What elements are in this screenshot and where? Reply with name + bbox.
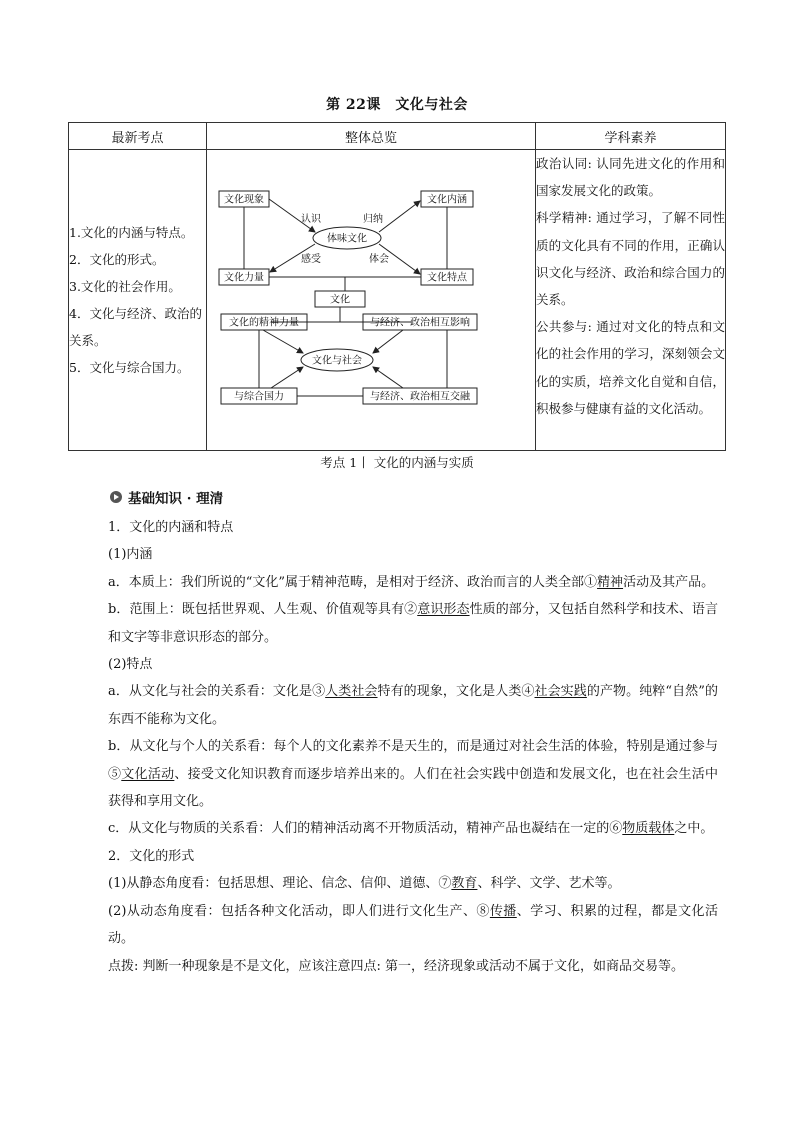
- header-overview: 整体总览: [207, 123, 536, 150]
- exam-point: 3.文化的社会作用。: [69, 279, 181, 294]
- exam-point: 4．文化与经济、政治的关系。: [69, 306, 202, 348]
- header-latest-points: 最新考点: [69, 123, 207, 150]
- heading-1: 1．文化的内涵和特点: [108, 520, 234, 535]
- label-experience: 体会: [369, 254, 389, 265]
- page-title: 第 22课 文化与社会: [326, 97, 468, 113]
- literacy-cell: [536, 150, 726, 451]
- answer-blank: 物质载体: [622, 821, 675, 837]
- label-connotation: 文化内涵: [427, 194, 467, 206]
- label-culture-society: 文化与社会: [312, 355, 362, 367]
- heading-1-1: (1)内涵: [108, 547, 153, 563]
- label-induce: 归纳: [363, 214, 383, 225]
- overview-diagram: [207, 150, 536, 450]
- answer-blank: 社会实践: [534, 684, 587, 700]
- label-blend: 与经济、政治相互交融: [370, 391, 470, 403]
- para-static: (1)从静态角度看：包括思想、理论、信念、信仰、道德、⑦教育、科学、文学、艺术等。: [108, 876, 621, 892]
- exam-point: 2．文化的形式。: [69, 252, 165, 267]
- para-scope: b．范围上：既包括世界观、人生观、价值观等具有②意识形态性质的部分，又包括自然科学和技术、语言和文字等非意识形态的部分。: [108, 602, 718, 645]
- section-heading: [110, 487, 223, 507]
- para-society: a．从文化与社会的关系看：文化是③人类社会特有的现象，文化是人类④社会实践的产物。纯粹“自然”的东西不能称为文化。: [108, 684, 718, 727]
- answer-blank: 传播: [489, 903, 517, 919]
- heading-1-2: (2)特点: [108, 657, 153, 673]
- body-text: [108, 514, 718, 980]
- literacy-public: 公共参与: 通过对文化的特点和文化的社会作用的学习，深刻领会文化的实质，培养文化自觉和自信，积极参与健康有益的文化活动。: [536, 319, 725, 416]
- label-interact: 与经济、政治相互影响: [370, 317, 470, 329]
- overview-diagram-cell: [207, 150, 536, 451]
- para-material: c．从文化与物质的关系看：人们的精神活动离不开物质活动，精神产品也凝结在一定的⑥物质载体之中。: [108, 821, 714, 837]
- literacy-science: 科学精神: 通过学习，了解不同性质的文化具有不同的作用，正确认识文化与经济、政治和综合国力的关系。: [536, 210, 725, 308]
- answer-blank: 文化活动: [121, 766, 175, 782]
- label-culture: 文化: [330, 294, 350, 306]
- label-power: 文化力量: [224, 272, 264, 284]
- answer-blank: 人类社会: [325, 684, 378, 700]
- exam-point: 1.文化的内涵与特点。: [69, 225, 194, 240]
- table-header-row: [69, 123, 726, 150]
- literacy-political: 政治认同: 认同先进文化的作用和国家发展文化的政策。: [536, 156, 725, 199]
- exam-point: 5．文化与综合国力。: [69, 360, 190, 375]
- label-spirit-power: 文化的精神力量: [229, 317, 299, 329]
- para-individual: b．从文化与个人的关系看：每个人的文化素养不是天生的，而是通过对社会生活的体验，特别是通过参与⑤文化活动、接受文化知识教育而逐步培养出来的。人们在社会实践中创造和发展文化，也在社会生活中获得和享用文化。: [108, 739, 718, 810]
- section-title: 基础知识 · 理清: [128, 491, 224, 507]
- answer-blank: 教育: [451, 876, 478, 892]
- header-literacy: 学科素养: [536, 123, 726, 150]
- overview-table: [68, 122, 726, 451]
- label-feel: 感受: [301, 254, 321, 265]
- label-national-power: 与综合国力: [234, 391, 284, 403]
- answer-blank: 精神: [597, 574, 624, 590]
- label-traits: 文化特点: [427, 272, 467, 284]
- play-bullet-icon: [110, 491, 122, 503]
- exam-points-cell: [69, 150, 207, 451]
- label-taste-culture: 体味文化: [327, 233, 367, 245]
- table-body-row: [69, 150, 726, 451]
- para-essence: a．本质上：我们所说的“文化”属于精神范畴，是相对于经济、政治而言的人类全部①精神活动及其产品。: [108, 574, 715, 590]
- label-know: 认识: [301, 214, 321, 225]
- para-dynamic: (2)从动态角度看：包括各种文化活动，即人们进行文化生产、⑧传播、学习、积累的过程，都是文化活动。: [108, 903, 718, 947]
- label-phenomenon: 文化现象: [224, 194, 264, 206]
- exam-point-caption: 考点 1丨 文化的内涵与实质: [320, 455, 474, 470]
- heading-2: 2．文化的形式: [108, 848, 195, 864]
- para-tip: 点拨: 判断一种现象是不是文化，应该注意四点: 第一，经济现象或活动不属于文化，如商品交易等。: [108, 958, 685, 974]
- answer-blank: 意识形态: [417, 602, 470, 618]
